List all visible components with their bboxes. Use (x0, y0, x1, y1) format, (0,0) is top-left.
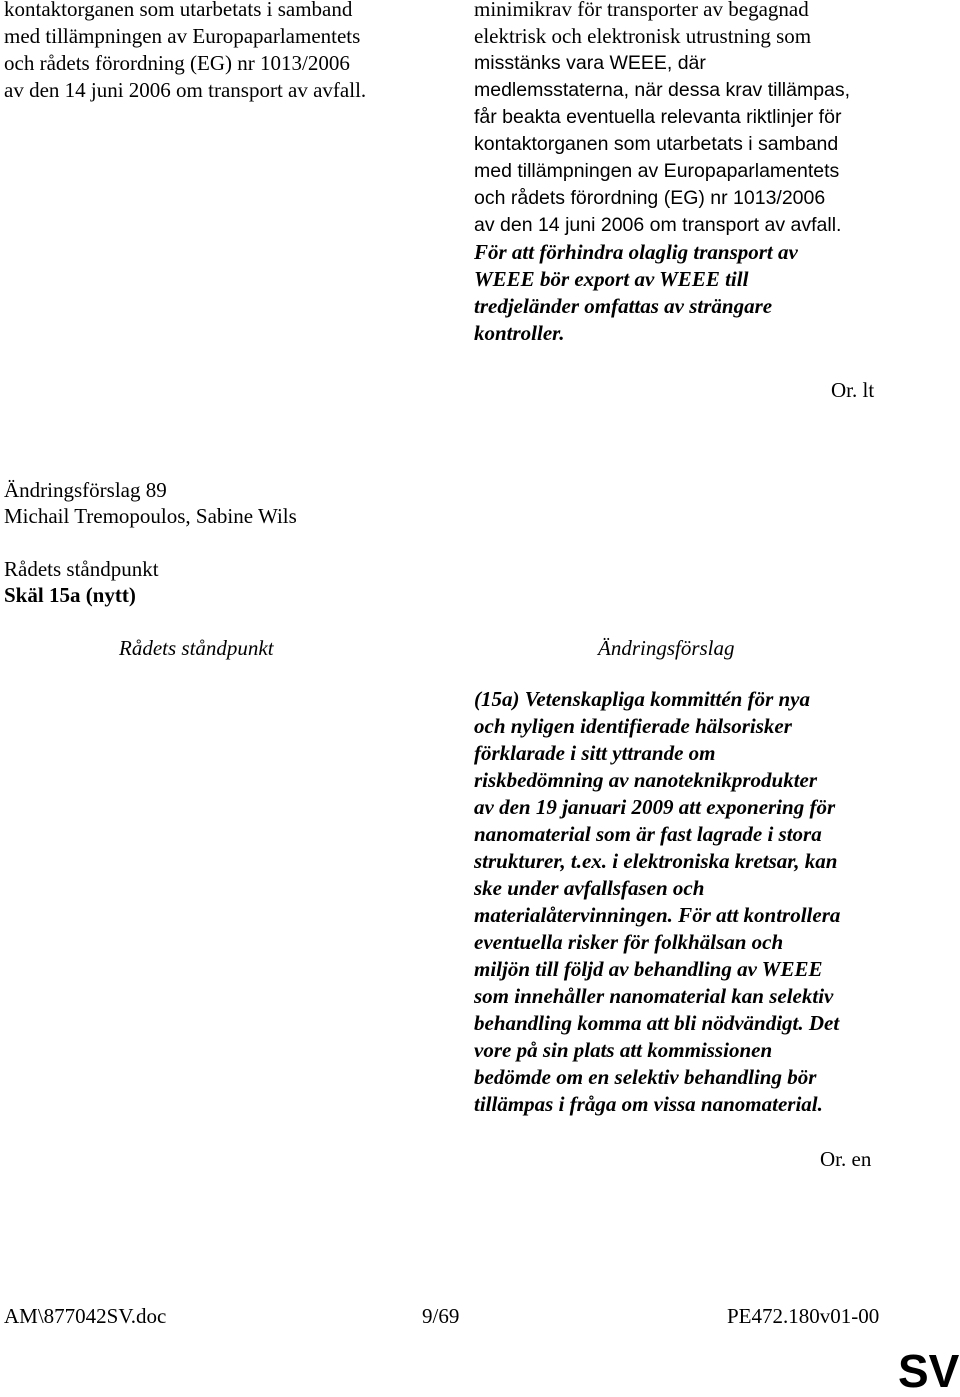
text-line: förklarade i sitt yttrande om (474, 741, 716, 765)
text-line: eventuella risker för folkhälsan och (474, 930, 784, 954)
text-line: kontaktorganen som utarbetats i samband (474, 133, 839, 155)
text-line: tillämpas i fråga om vissa nanomaterial. (474, 1092, 823, 1116)
footer-page-number: 9/69 (422, 1304, 460, 1328)
amendment-title: Ändringsförslag 89 (4, 478, 167, 502)
text-line: misstänks vara WEEE, där (474, 52, 706, 74)
text-line: med tillämpningen av Europaparlamentets (474, 160, 840, 182)
text-line: elektrisk och elektronisk utrustning som (474, 24, 812, 48)
top-left-column-text (4, 0, 366, 104)
original-language-note: Or. en (820, 1147, 872, 1171)
text-line: medlemsstaterna, när dessa krav tillämpas, (474, 79, 851, 101)
text-line: och nyligen identifierade hälsorisker (474, 714, 792, 738)
text-line: behandling komma att bli nödvändigt. Det (474, 1011, 840, 1035)
text-line: strukturer, t.ex. i elektroniska kretsar, kan (474, 849, 838, 873)
text-line: av den 14 juni 2006 om transport av avfall. (474, 214, 842, 236)
text-line: av den 19 januari 2009 att exponering för (474, 795, 836, 819)
original-language-note: Or. lt (831, 378, 875, 402)
text-line: som innehåller nanomaterial kan selektiv (474, 984, 834, 1008)
amendment-position: Rådets ståndpunkt (4, 557, 159, 581)
text-line: och rådets förordning (EG) nr 1013/2006 (474, 187, 826, 209)
added-text-line: tredjeländer omfattas av strängare (474, 294, 773, 318)
text-line: kontaktorganen som utarbetats i samband (4, 0, 353, 21)
top-right-column-text (474, 0, 850, 347)
text-line: (15a) Vetenskapliga kommittén för nya (474, 687, 810, 711)
new-recital-text (474, 686, 840, 1118)
right-column-header: Ändringsförslag (598, 636, 735, 660)
text-line: med tillämpningen av Europaparlamentets (4, 24, 361, 48)
amendment-recital: Skäl 15a (nytt) (4, 583, 136, 607)
text-line: vore på sin plats att kommissionen (474, 1038, 773, 1062)
left-column-header: Rådets ståndpunkt (119, 636, 274, 660)
text-line: av den 14 juni 2006 om transport av avfall. (4, 78, 367, 102)
footer-pe-ref: PE472.180v01-00 (727, 1304, 880, 1328)
text-line: och rådets förordning (EG) nr 1013/2006 (4, 51, 350, 75)
added-text-line: kontroller. (474, 321, 565, 345)
added-text-line: WEEE bör export av WEEE till (474, 267, 749, 291)
footer-doc-ref: AM\877042SV.doc (4, 1304, 167, 1328)
text-line: får beakta eventuella relevanta riktlinjer för (474, 106, 842, 128)
text-line: minimikrav för transporter av begagnad (474, 0, 809, 21)
text-line: ske under avfallsfasen och (474, 876, 705, 900)
text-line: bedömde om en selektiv behandling bör (474, 1065, 817, 1089)
footer-language-code: SV (898, 1345, 960, 1397)
text-line: nanomaterial som är fast lagrade i stora (474, 822, 822, 846)
text-line: riskbedömning av nanoteknikprodukter (474, 768, 818, 792)
text-line: materialåtervinningen. För att kontrollera (474, 903, 841, 927)
added-text-line: För att förhindra olaglig transport av (474, 240, 798, 264)
amendment-authors: Michail Tremopoulos, Sabine Wils (4, 504, 297, 528)
text-line: miljön till följd av behandling av WEEE (474, 957, 823, 981)
